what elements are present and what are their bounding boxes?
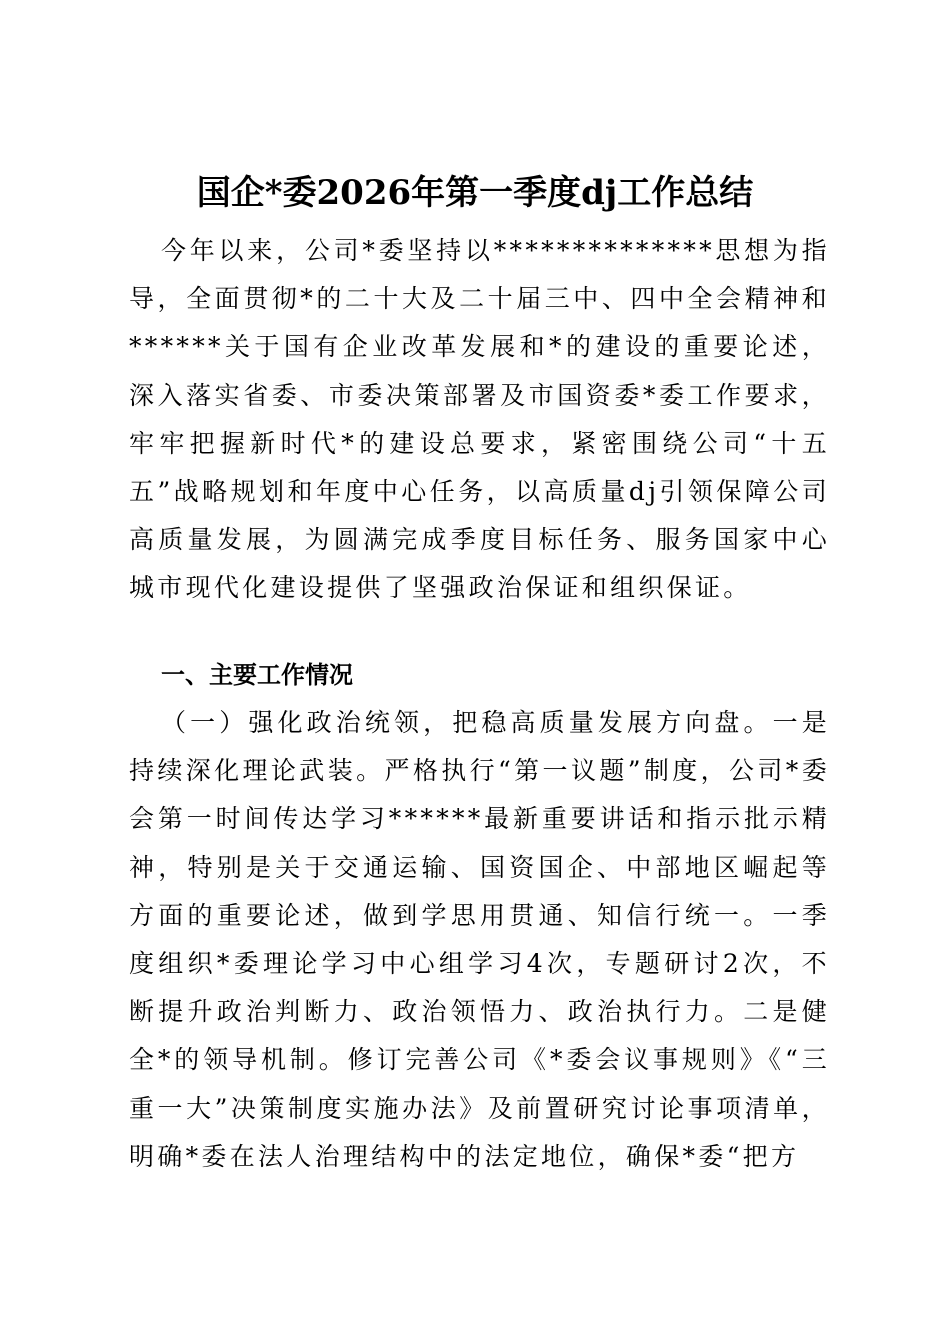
section-paragraph: （一）强化政治统领，把稳高质量发展方向盘。一是持续深化理论武装。严格执行“第一议题”制度，公司*委会第一时间传达学习******最新重要讲话和指示批示精神，特别是关于交通运输、国资国企、中部地区崛起等方面的重要论述，做到学思用贯通、知信行统一。一季度组织*委理论学习中心组学习4次，专题研讨2次，不断提升政治判断力、政治领悟力、政治执行力。二是健全*的领导机制。修订完善公司《*委会议事规则》《“三重一大”决策制度实施办法》及前置研究讨论事项清单，明确*委在法人治理结构中的法定地位，确保*委“把方: [129, 708, 830, 1171]
document-title: 国企*委2026年第一季度dj工作总结: [196, 173, 754, 213]
intro-paragraph: 今年以来，公司*委坚持以**************思想为指导，全面贯彻*的二十大及二十届三中、四中全会精神和******关于国有企业改革发展和*的建设的重要论述，深入落实省委、市委决策部署及市国资委*委工作要求，牢牢把握新时代*的建设总要求，紧密围绕公司“十五五”战略规划和年度中心任务，以高质量dj引领保障公司高质量发展，为圆满完成季度目标任务、服务国家中心城市现代化建设提供了坚强政治保证和组织保证。: [129, 236, 830, 603]
section-heading: 一、主要工作情况: [161, 661, 353, 689]
